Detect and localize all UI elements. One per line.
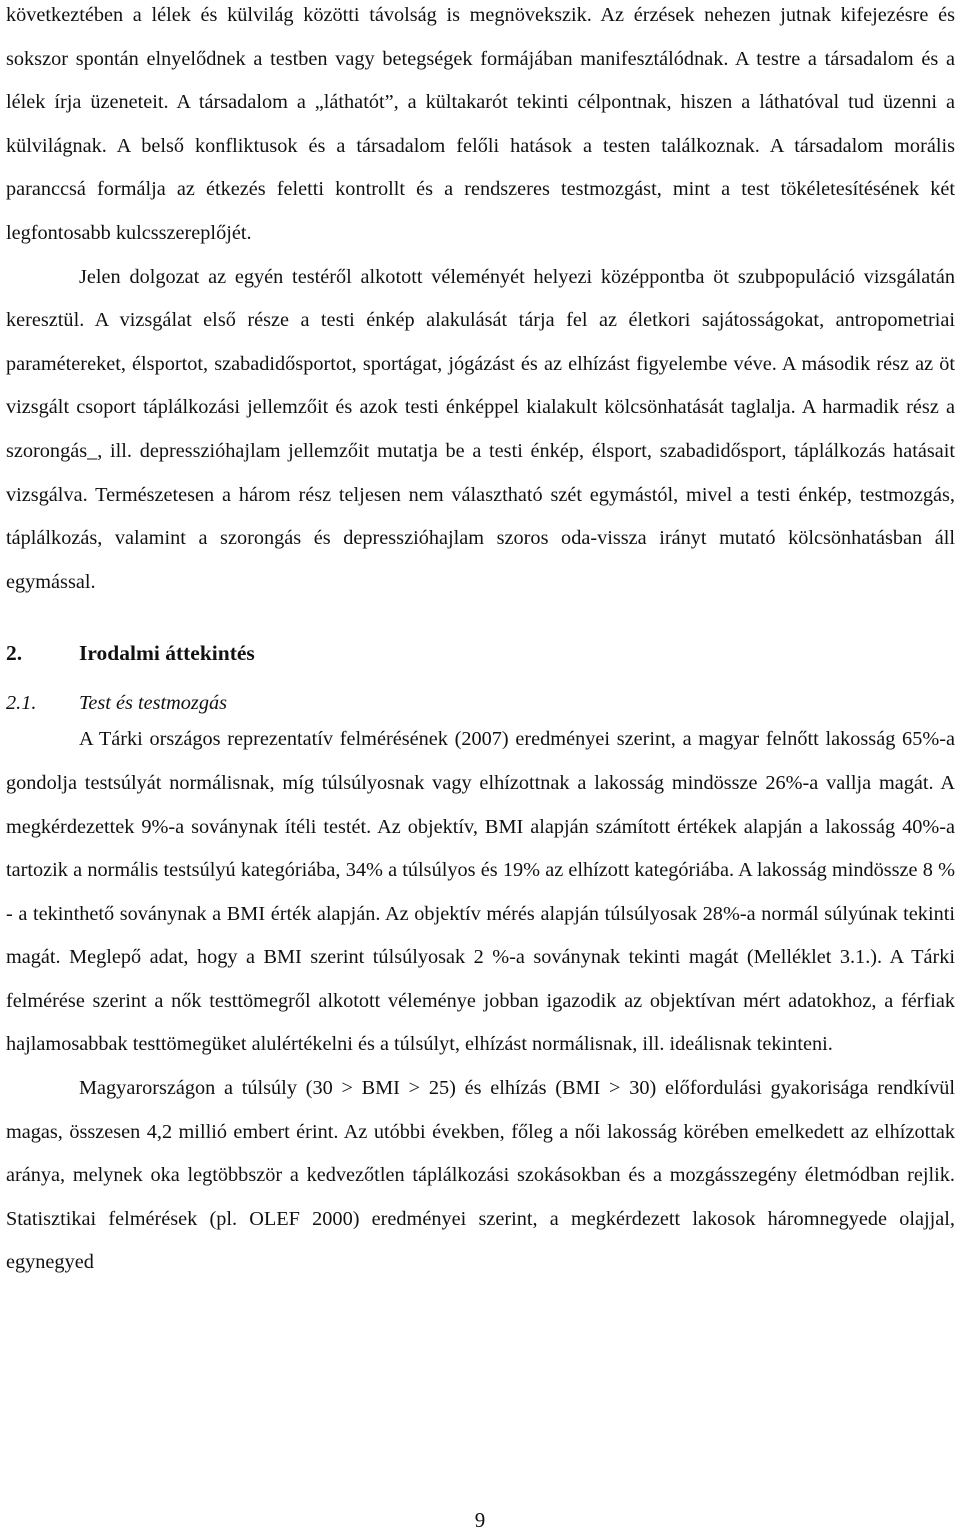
subsection-number: 2.1. [6,692,37,715]
section-heading [6,631,955,675]
document-page [6,0,955,1285]
body-paragraph: A Tárki országos reprezentatív felmérésének (2007) eredményei szerint, a magyar felnőtt lakosság 65%-a gondolja testsúlyát normálisnak, míg túlsúlyosnak vagy elhízottnak a lakosság mindössze 26%-a vallja magát. A megkérdezettek 9%-a soványnak ítéli testét. Az objektív, BMI alapján számított értékek alapján a lakosság 40%-a tartozik a normális testsúlyú kategóriába, 34% a túlsúlyos és 19% az elhízott kategóriába. A lakosság mindössze 8 % - a tekinthető soványnak a BMI érték alapján. Az objektív mérés alapján túlsúlyosak 28%-a normál súlyúnak tekinti magát. Meglepő adat, hogy a BMI szerint túlsúlyosak 2 %-a soványnak tekinti magát (Melléklet 3.1.). A Tárki felmérése szerint a nők testtömegről alkotott véleménye jobban igazodik az objektívan mért adatokhoz, a férfiak hajlamosabbak testtömegüket alulértékelni és a túlsúlyt, elhízást normálisnak, ill. ideálisnak tekinteni. [6,728,955,1056]
subsection-title: Test és testmozgás [79,692,227,715]
section-number: 2. [6,641,23,666]
intro-paragraph: Jelen dolgozat az egyén testéről alkotott véleményét helyezi középpontba öt szubpopuláció vizsgálatán keresztül. A vizsgálat első része a testi énkép alakulását tárja fel az életkori sajátosságokat, antropometriai paramétereket, élsportot, szabadidősportot, sportágat, jógázást és az elhízást figyelembe véve. A második rész az öt vizsgált csoport táplálkozási jellemzőit és azok testi énképpel kialakult kölcsönhatását taglalja. A harmadik rész a szorongás_, ill. depresszióhajlam jellemzőit mutatja be a testi énkép, élsport, szabadidősport, táplálkozás hatásait vizsgálva. Természetesen a három rész teljesen nem választható szét egymástól, mivel a testi énkép, testmozgás, táplálkozás, valamint a szorongás és depresszióhajlam szoros oda-vissza irányt mutató kölcsönhatásban áll egymással. [6,265,955,593]
intro-paragraph: következtében a lélek és külvilág közötti távolság is megnövekszik. Az érzések nehezen jutnak kifejezésre és sokszor spontán elnyelődnek a testben vagy betegségek formájában manifesztálódnak. A testre a társadalom és a lélek írja üzeneteit. A társadalom a „láthatót”, a kültakarót tekinti célpontnak, hiszen a láthatóval tud üzenni a külvilágnak. A belső konfliktusok és a társadalom felőli hatások a testen találkoznak. A társadalom morális paranccsá formálja az étkezés feletti kontrollt és a rendszeres testmozgást, mint a test tökéletesítésének két legfontosabb kulcsszereplőjét. [6,4,955,244]
subsection-heading [6,686,955,720]
body-paragraph: Magyarországon a túlsúly (30 > BMI > 25) és elhízás (BMI > 30) előfordulási gyakorisága rendkívül magas, összesen 4,2 millió embert érint. Az utóbbi években, főleg a női lakosság körében emelkedett az elhízottak aránya, melynek oka legtöbbször a kedvezőtlen táplálkozási szokásokban és a mozgásszegény életmódban rejlik. Statisztikai felmérések (pl. OLEF 2000) eredményei szerint, a megkérdezett lakosok háromnegyede olajjal, egynegyed [6,1077,955,1274]
page-number: 9 [474,1508,486,1532]
section-title: Irodalmi áttekintés [79,641,255,666]
